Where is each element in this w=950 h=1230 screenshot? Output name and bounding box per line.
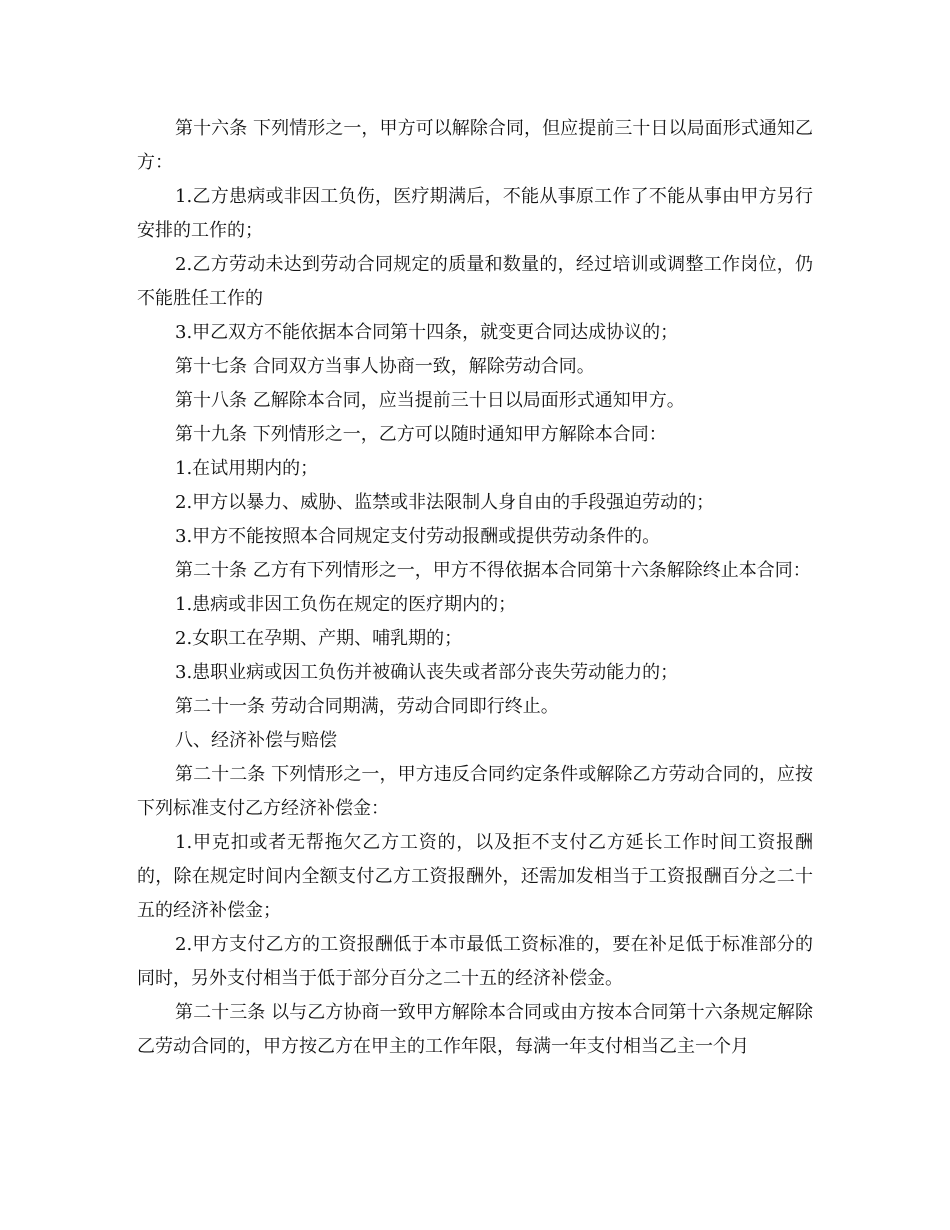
paragraph-article-22: 第二十二条 下列情形之一，甲方违反合同约定条件或解除乙方劳动合同的，应按下列标准支付乙方经济补偿金： (137, 764, 813, 819)
paragraph-article-20: 第二十条 乙方有下列情形之一，甲方不得依据本合同第十六条解除终止本合同： (175, 560, 811, 581)
paragraph-article-19-item-1: 1.在试用期内的； (175, 458, 319, 479)
paragraph-article-20-item-1: 1.患病或非因工负伤在规定的医疗期内的； (175, 594, 517, 615)
paragraph-article-18: 第十八条 乙解除本合同，应当提前三十日以局面形式通知甲方。 (175, 390, 685, 411)
paragraph-article-16-item-3: 3.甲乙双方不能依据本合同第十四条，就变更合同达成协议的； (175, 322, 679, 343)
paragraph-article-16-item-1: 1.乙方患病或非因工负伤，医疗期满后，不能从事原工作了不能从事由甲方另行安排的工作的； (137, 186, 813, 241)
paragraph-article-19-item-2: 2.甲方以暴力、威胁、监禁或非法限制人身自由的手段强迫劳动的； (175, 492, 715, 513)
paragraph-article-19-item-3: 3.甲方不能按照本合同规定支付劳动报酬或提供劳动条件的。 (175, 526, 661, 547)
paragraph-article-20-item-2: 2.女职工在孕期、产期、哺乳期的； (175, 628, 463, 649)
section-heading-compensation: 八、经济补偿与赔偿 (175, 730, 337, 751)
paragraph-article-20-item-3: 3.患职业病或因工负伤并被确认丧失或者部分丧失劳动能力的； (175, 662, 679, 683)
paragraph-article-23: 第二十三条 以与乙方协商一致甲方解除本合同或由方按本合同第十六条规定解除乙劳动合同的，甲方按乙方在甲主的工作年限，每满一年支付相当乙主一个月 (137, 1002, 813, 1057)
paragraph-article-19: 第十九条 下列情形之一，乙方可以随时通知甲方解除本合同： (175, 424, 667, 445)
paragraph-article-17: 第十七条 合同双方当事人协商一致，解除劳动合同。 (175, 356, 595, 377)
paragraph-article-21: 第二十一条 劳动合同期满，劳动合同即行终止。 (175, 696, 559, 717)
paragraph-article-22-item-1: 1.甲克扣或者无帮拖欠乙方工资的，以及拒不支付乙方延长工作时间工资报酬的，除在规定时间内全额支付乙方工资报酬外，还需加发相当于工资报酬百分之二十五的经济补偿金； (137, 832, 813, 921)
paragraph-article-16: 第十六条 下列情形之一，甲方可以解除合同，但应提前三十日以局面形式通知乙方： (137, 118, 813, 173)
paragraph-article-16-item-2: 2.乙方劳动未达到劳动合同规定的质量和数量的，经过培训或调整工作岗位，仍不能胜任工作的 (137, 254, 813, 309)
document-page (137, 112, 813, 1064)
paragraph-article-22-item-2: 2.甲方支付乙方的工资报酬低于本市最低工资标准的，要在补足低于标准部分的同时，另外支付相当于低于部分百分之二十五的经济补偿金。 (137, 934, 813, 989)
